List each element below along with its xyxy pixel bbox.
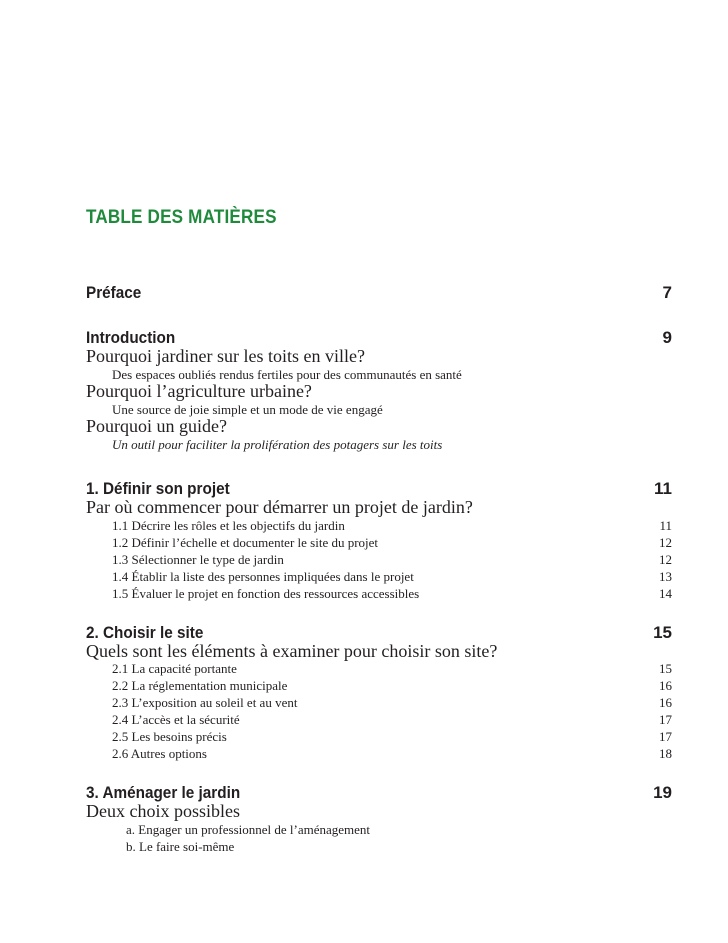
toc-item-page-number: 13 [659,569,672,584]
introduction-heading: Introduction [86,328,176,347]
preface-page-number: 7 [662,283,672,302]
preface-heading: Préface [86,283,142,302]
toc-item-label: 2.5 Les besoins précis [112,729,227,744]
toc-item-page-number: 18 [659,746,672,761]
toc-item-page-number: 14 [659,586,672,601]
toc-item-label: 1.1 Décrire les rôles et les objectifs du jardin [112,518,345,533]
intro-question-1-sub-text: Des espaces oubliés rendus fertiles pour des communautés en santé [112,367,462,382]
toc-item-label: 1.5 Évaluer le projet en fonction des ressources accessibles [112,586,420,601]
toc-item-page-number: 17 [659,729,672,744]
toc-item-page-number: 17 [659,712,672,727]
toc-item-page-number: 11 [659,518,672,533]
intro-question-3-text: Pourquoi un guide? [86,416,227,436]
chapter-3-question-text: Deux choix possibles [86,801,240,821]
intro-question-2-sub-text: Une source de joie simple et un mode de vie engagé [112,402,383,417]
chapter-2-question-text: Quels sont les éléments à examiner pour choisir son site? [86,641,498,661]
chapter-1-page-number: 11 [654,479,672,498]
chapter-3-page-number: 19 [653,783,672,802]
chapter-1-heading: 1. Définir son projet [86,479,230,498]
toc-item-label: 2.1 La capacité portante [112,661,237,676]
toc-item-page-number: 15 [659,661,672,676]
toc-item-label: 2.6 Autres options [112,746,207,761]
toc-title: TABLE DES MATIÈRES [86,207,277,228]
chapter-2-heading: 2. Choisir le site [86,623,204,642]
chapter-2-page-number: 15 [653,623,672,642]
toc-item-label: 1.3 Sélectionner le type de jardin [112,552,284,567]
intro-question-3-sub-text: Un outil pour faciliter la prolifération des potagers sur les toits [112,437,443,452]
toc-item-page-number: 16 [659,678,672,693]
toc-item-label: 1.4 Établir la liste des personnes impliquées dans le projet [112,569,414,584]
toc-item-page-number: 12 [659,552,672,567]
toc-item-label: b. Le faire soi-même [126,839,235,854]
toc-item-page-number: 16 [659,695,672,710]
toc-item-label: a. Engager un professionnel de l’aménagement [126,822,371,837]
toc-item-label: 2.2 La réglementation municipale [112,678,288,693]
toc-item-label: 2.3 L’exposition au soleil et au vent [112,695,298,710]
introduction-page-number: 9 [662,328,672,347]
toc-item-label: 1.2 Définir l’échelle et documenter le site du projet [112,535,379,550]
intro-question-1-text: Pourquoi jardiner sur les toits en ville? [86,346,365,366]
chapter-3-heading: 3. Aménager le jardin [86,783,241,802]
toc-item-label: 2.4 L’accès et la sécurité [112,712,240,727]
chapter-1-question-text: Par où commencer pour démarrer un projet de jardin? [86,497,473,517]
intro-question-2-text: Pourquoi l’agriculture urbaine? [86,381,312,401]
toc-item-page-number: 12 [659,535,672,550]
